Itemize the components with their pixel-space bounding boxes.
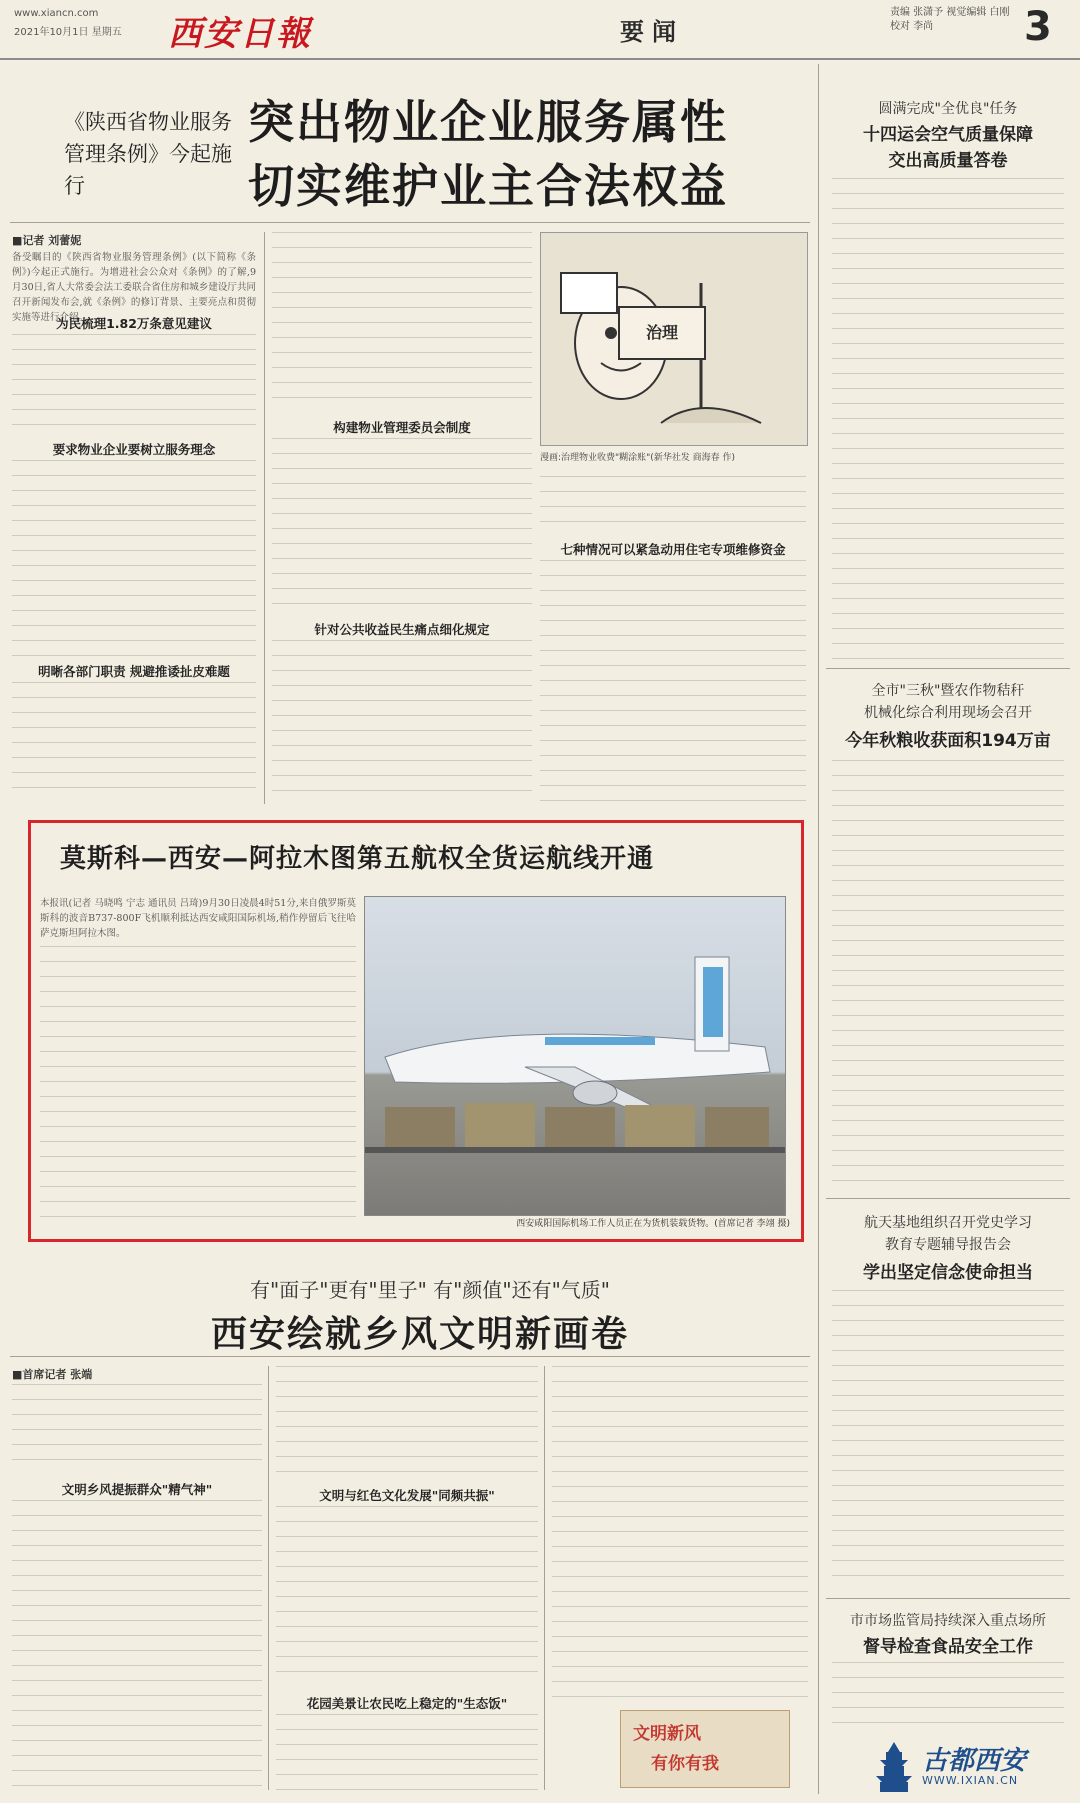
right-kicker-2b: 机械化综合利用现场会召开 — [864, 705, 1032, 721]
issue-date: 2021年10月1日 星期五 — [14, 27, 122, 38]
text-block — [832, 178, 1064, 660]
page-number: 3 — [1024, 4, 1052, 50]
divider — [10, 222, 810, 223]
text-block — [832, 1662, 1064, 1732]
air-paragraph: 本报讯(记者 马晓鸣 宁志 通讯员 吕琦)9月30日凌晨4时51分,来自俄罗斯莫斯科的波音B737-800F飞机顺利抵达西安咸阳国际机场,稍作停留后飞往哈萨克斯坦阿拉木图。 — [40, 898, 356, 939]
text-block — [276, 1506, 538, 1686]
bottom-kicker: 有"面子"更有"里子" 有"颜值"还有"气质" — [250, 1278, 610, 1302]
civility-ad — [620, 1710, 790, 1788]
right-title-4: 督导检查食品安全工作 — [863, 1637, 1033, 1657]
right-kicker-3: 航天基地组织召开党史学习 — [864, 1215, 1032, 1231]
divider — [826, 1198, 1070, 1199]
cargo-plane-drawing — [365, 897, 785, 1215]
pagoda-icon — [870, 1738, 918, 1794]
lead-subhead-2: 要求物业企业要树立服务理念 — [52, 442, 216, 457]
ad-line-2: 有你有我 — [651, 1754, 719, 1774]
cargo-plane-photo — [364, 896, 786, 1216]
text-block — [832, 760, 1064, 1190]
bottom-subhead-2: 文明与红色文化发展"同频共振" — [319, 1488, 495, 1503]
text-block — [540, 560, 806, 804]
bottom-title: 西安绘就乡风文明新画卷 — [210, 1314, 629, 1355]
right-kicker-2: 全市"三秋"暨农作物秸秆 — [871, 683, 1025, 699]
text-block — [552, 1366, 808, 1702]
lead-paragraph: 备受瞩目的《陕西省物业服务管理条例》(以下简称《条例》)今起正式施行。为增进社会公众对《条例》的了解,9月30日,省人大常委会法工委联合省住房和城乡建设厅共同召开新闻发布会,就《条例》的修订背景、主要亮点和贯彻实施等进行介绍。 — [12, 252, 256, 323]
right-kicker-1: 圆满完成"全优良"任务 — [878, 101, 1018, 117]
text-block — [272, 438, 532, 614]
right-kicker-4: 市市场监管局持续深入重点场所 — [850, 1613, 1046, 1629]
text-block — [276, 1366, 538, 1480]
text-block — [832, 1290, 1064, 1590]
column-rule — [268, 1366, 269, 1790]
divider — [10, 1356, 810, 1357]
right-title-1b: 交出高质量答卷 — [888, 151, 1008, 171]
column-rule — [544, 1366, 545, 1790]
divider — [826, 1598, 1070, 1599]
right-title-1a: 十四运会空气质量保障 — [863, 125, 1033, 145]
cartoon-sign: 治理 — [618, 306, 706, 360]
text-block — [12, 682, 256, 802]
lead-subtitle: 《陕西省物业服务管理条例》今起施行 — [64, 110, 232, 198]
column-rule — [264, 232, 265, 804]
lead-subhead-1: 为民梳理1.82万条意见建议 — [56, 316, 212, 331]
bottom-byline: ■首席记者 张端 — [12, 1368, 93, 1381]
cartoon-caption: 漫画:治理物业收费"糊涂账"(新华社发 商海春 作) — [540, 453, 736, 463]
column-rule — [818, 64, 819, 1794]
text-block — [40, 946, 356, 1226]
lead-subhead-4: 构建物业管理委员会制度 — [333, 420, 471, 435]
right-kicker-3b: 教育专题辅导报告会 — [885, 1237, 1011, 1253]
editor-line-2: 校对 李尚 — [890, 21, 934, 32]
editor-credits — [890, 6, 1010, 34]
bottom-subhead-1: 文明乡风提振群众"精气神" — [61, 1482, 213, 1497]
text-block — [12, 1500, 262, 1790]
right-title-2: 今年秋粮收获面积194万亩 — [845, 731, 1051, 751]
text-block — [540, 476, 806, 536]
masthead — [0, 0, 1080, 60]
lead-title-line-1: 突出物业企业服务属性 — [248, 95, 728, 149]
ad-line-1: 文明新风 — [633, 1724, 701, 1744]
right-title-3: 学出坚定信念使命担当 — [863, 1263, 1033, 1283]
text-block — [12, 460, 256, 656]
lead-byline: ■记者 刘蕾妮 — [12, 234, 82, 247]
watermark — [870, 1738, 1070, 1794]
lead-subhead-5: 针对公共收益民生痛点细化规定 — [314, 622, 490, 637]
watermark-url[interactable]: WWW.IXIAN.CN — [922, 1774, 1019, 1787]
bottom-subhead-3: 花园美景让农民吃上稳定的"生态饭" — [306, 1696, 508, 1711]
text-block — [272, 232, 532, 412]
editor-line-1: 责编 张潇予 视觉编辑 白刚 — [890, 7, 1010, 18]
site-url[interactable]: www.xiancn.com — [14, 8, 99, 19]
divider — [826, 668, 1070, 669]
text-block — [12, 1384, 262, 1474]
text-block — [276, 1714, 538, 1790]
section-name: 要闻 — [620, 17, 684, 46]
lead-title-line-2: 切实维护业主合法权益 — [248, 159, 728, 213]
text-block — [12, 334, 256, 434]
newspaper-logo: 西安日報 — [168, 14, 312, 54]
lead-subhead-3: 明晰各部门职责 规避推诿扯皮难题 — [38, 664, 230, 679]
lead-subhead-6: 七种情况可以紧急动用住宅专项维修资金 — [560, 542, 786, 557]
photo-caption: 西安咸阳国际机场工作人员正在为货机装载货物。(首席记者 李翊 摄) — [516, 1219, 790, 1229]
air-route-title: 莫斯科—西安—阿拉木图第五航权全货运航线开通 — [60, 844, 655, 874]
watermark-name: 古都西安 — [922, 1746, 1027, 1776]
text-block — [272, 640, 532, 804]
